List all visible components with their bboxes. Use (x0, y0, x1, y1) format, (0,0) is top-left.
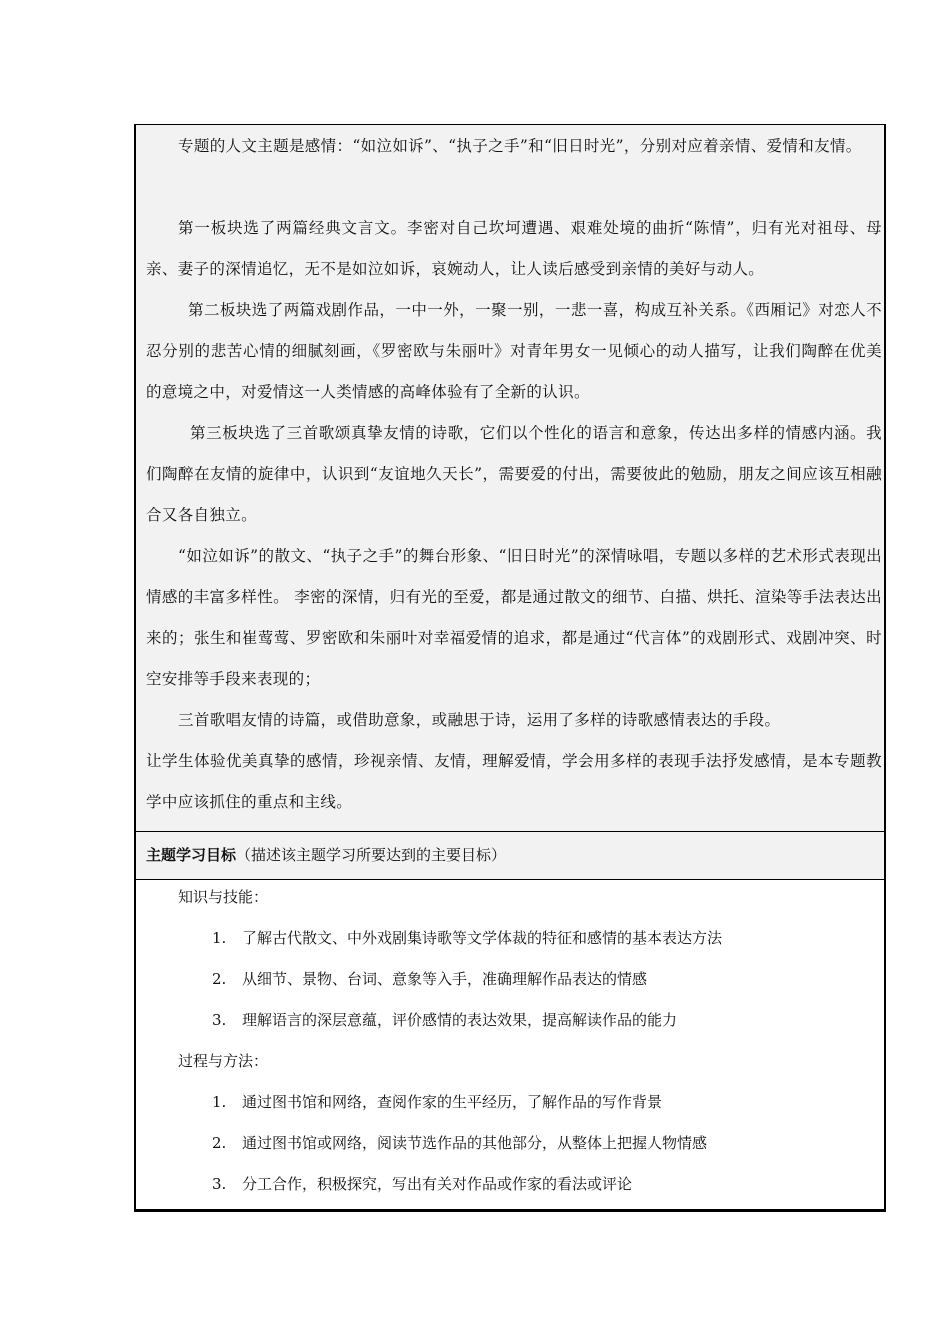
list-text: 通过图书馆或网络，阅读节选作品的其他部分，从整体上把握人物情感 (242, 1134, 708, 1152)
intro-cell (136, 125, 884, 832)
list-item (212, 1009, 677, 1031)
list-number: 3. (212, 1011, 227, 1029)
list-item (212, 1091, 662, 1113)
list-text: 通过图书馆和网络，查阅作家的生平经历，了解作品的写作背景 (242, 1093, 663, 1111)
list-item (212, 927, 722, 949)
objectives-heading (146, 844, 506, 866)
intro-paragraph-6: 三首歌唱友情的诗篇，或借助意象，或融思于诗，运用了多样的诗歌感情表达的手段。 (178, 711, 781, 729)
list-number: 1. (212, 929, 227, 947)
list-text: 从细节、景物、台词、意象等入手，准确理解作品表达的情感 (242, 970, 648, 988)
list-text: 分工合作，积极探究，写出有关对作品或作家的看法或评论 (242, 1175, 633, 1193)
list-number: 2. (212, 970, 227, 988)
intro-paragraph-7: 让学生体验优美真挚的感情，珍视亲情、友情，理解爱情，学会用多样的表现手法抒发感情，是本专题教学中应该抓住的重点和主线。 (146, 752, 882, 811)
list-item (212, 1173, 632, 1195)
list-item (212, 1132, 707, 1154)
intro-paragraph-2: 第一板块选了两篇经典文言文。李密对自己坎坷遭遇、艰难处境的曲折“陈情”，归有光对祖母、母亲、妻子的深情追忆，无不是如泣如诉，哀婉动人，让人读后感受到亲情的美好与动人。 (146, 219, 882, 278)
knowledge-heading: 知识与技能： (178, 888, 269, 906)
list-item (212, 968, 647, 990)
objectives-cell (136, 880, 884, 1209)
list-number: 1. (212, 1093, 227, 1111)
content-table (134, 124, 886, 1212)
list-number: 3. (212, 1175, 227, 1193)
objectives-title: 主题学习目标 (146, 846, 237, 864)
objectives-subtitle: （描述该主题学习所要达到的主要目标） (236, 846, 507, 864)
intro-paragraph-1: 专题的人文主题是感情：“如泣如诉”、“执子之手”和“旧日时光”，分别对应着亲情、爱情和友情。 (178, 137, 862, 155)
list-text: 了解古代散文、中外戏剧集诗歌等文学体裁的特征和感情的基本表达方法 (242, 929, 723, 947)
list-text: 理解语言的深层意蕴，评价感情的表达效果，提高解读作品的能力 (242, 1011, 678, 1029)
intro-paragraph-5: “如泣如诉”的散文、“执子之手”的舞台形象、“旧日时光”的深情咏唱，专题以多样的艺术形式表现出情感的丰富多样性。 李密的深情，归有光的至爱，都是通过散文的细节、白描、烘托、渲染等手法表达出来的；张生和崔莺莺、罗密欧和朱丽叶对幸福爱情的追求，都是通过“代言体”的戏剧形式、戏剧冲突、时空安排等手段来表现的； (146, 547, 882, 688)
process-heading: 过程与方法： (178, 1052, 269, 1070)
objectives-header-cell (136, 832, 884, 880)
intro-paragraph-4: 第三板块选了三首歌颂真挚友情的诗歌，它们以个性化的语言和意象，传达出多样的情感内涵。我们陶醉在友情的旋律中，认识到“友谊地久天长”，需要爱的付出，需要彼此的勉励，朋友之间应该互相融合又各自独立。 (146, 424, 882, 524)
intro-paragraph-3: 第二板块选了两篇戏剧作品，一中一外，一聚一别，一悲一喜，构成互补关系。《西厢记》对恋人不忍分别的悲苦心情的细腻刻画，《罗密欧与朱丽叶》对青年男女一见倾心的动人描写，让我们陶醉在优美的意境之中，对爱情这一人类情感的高峰体验有了全新的认识。 (146, 301, 882, 401)
list-number: 2. (212, 1134, 227, 1152)
